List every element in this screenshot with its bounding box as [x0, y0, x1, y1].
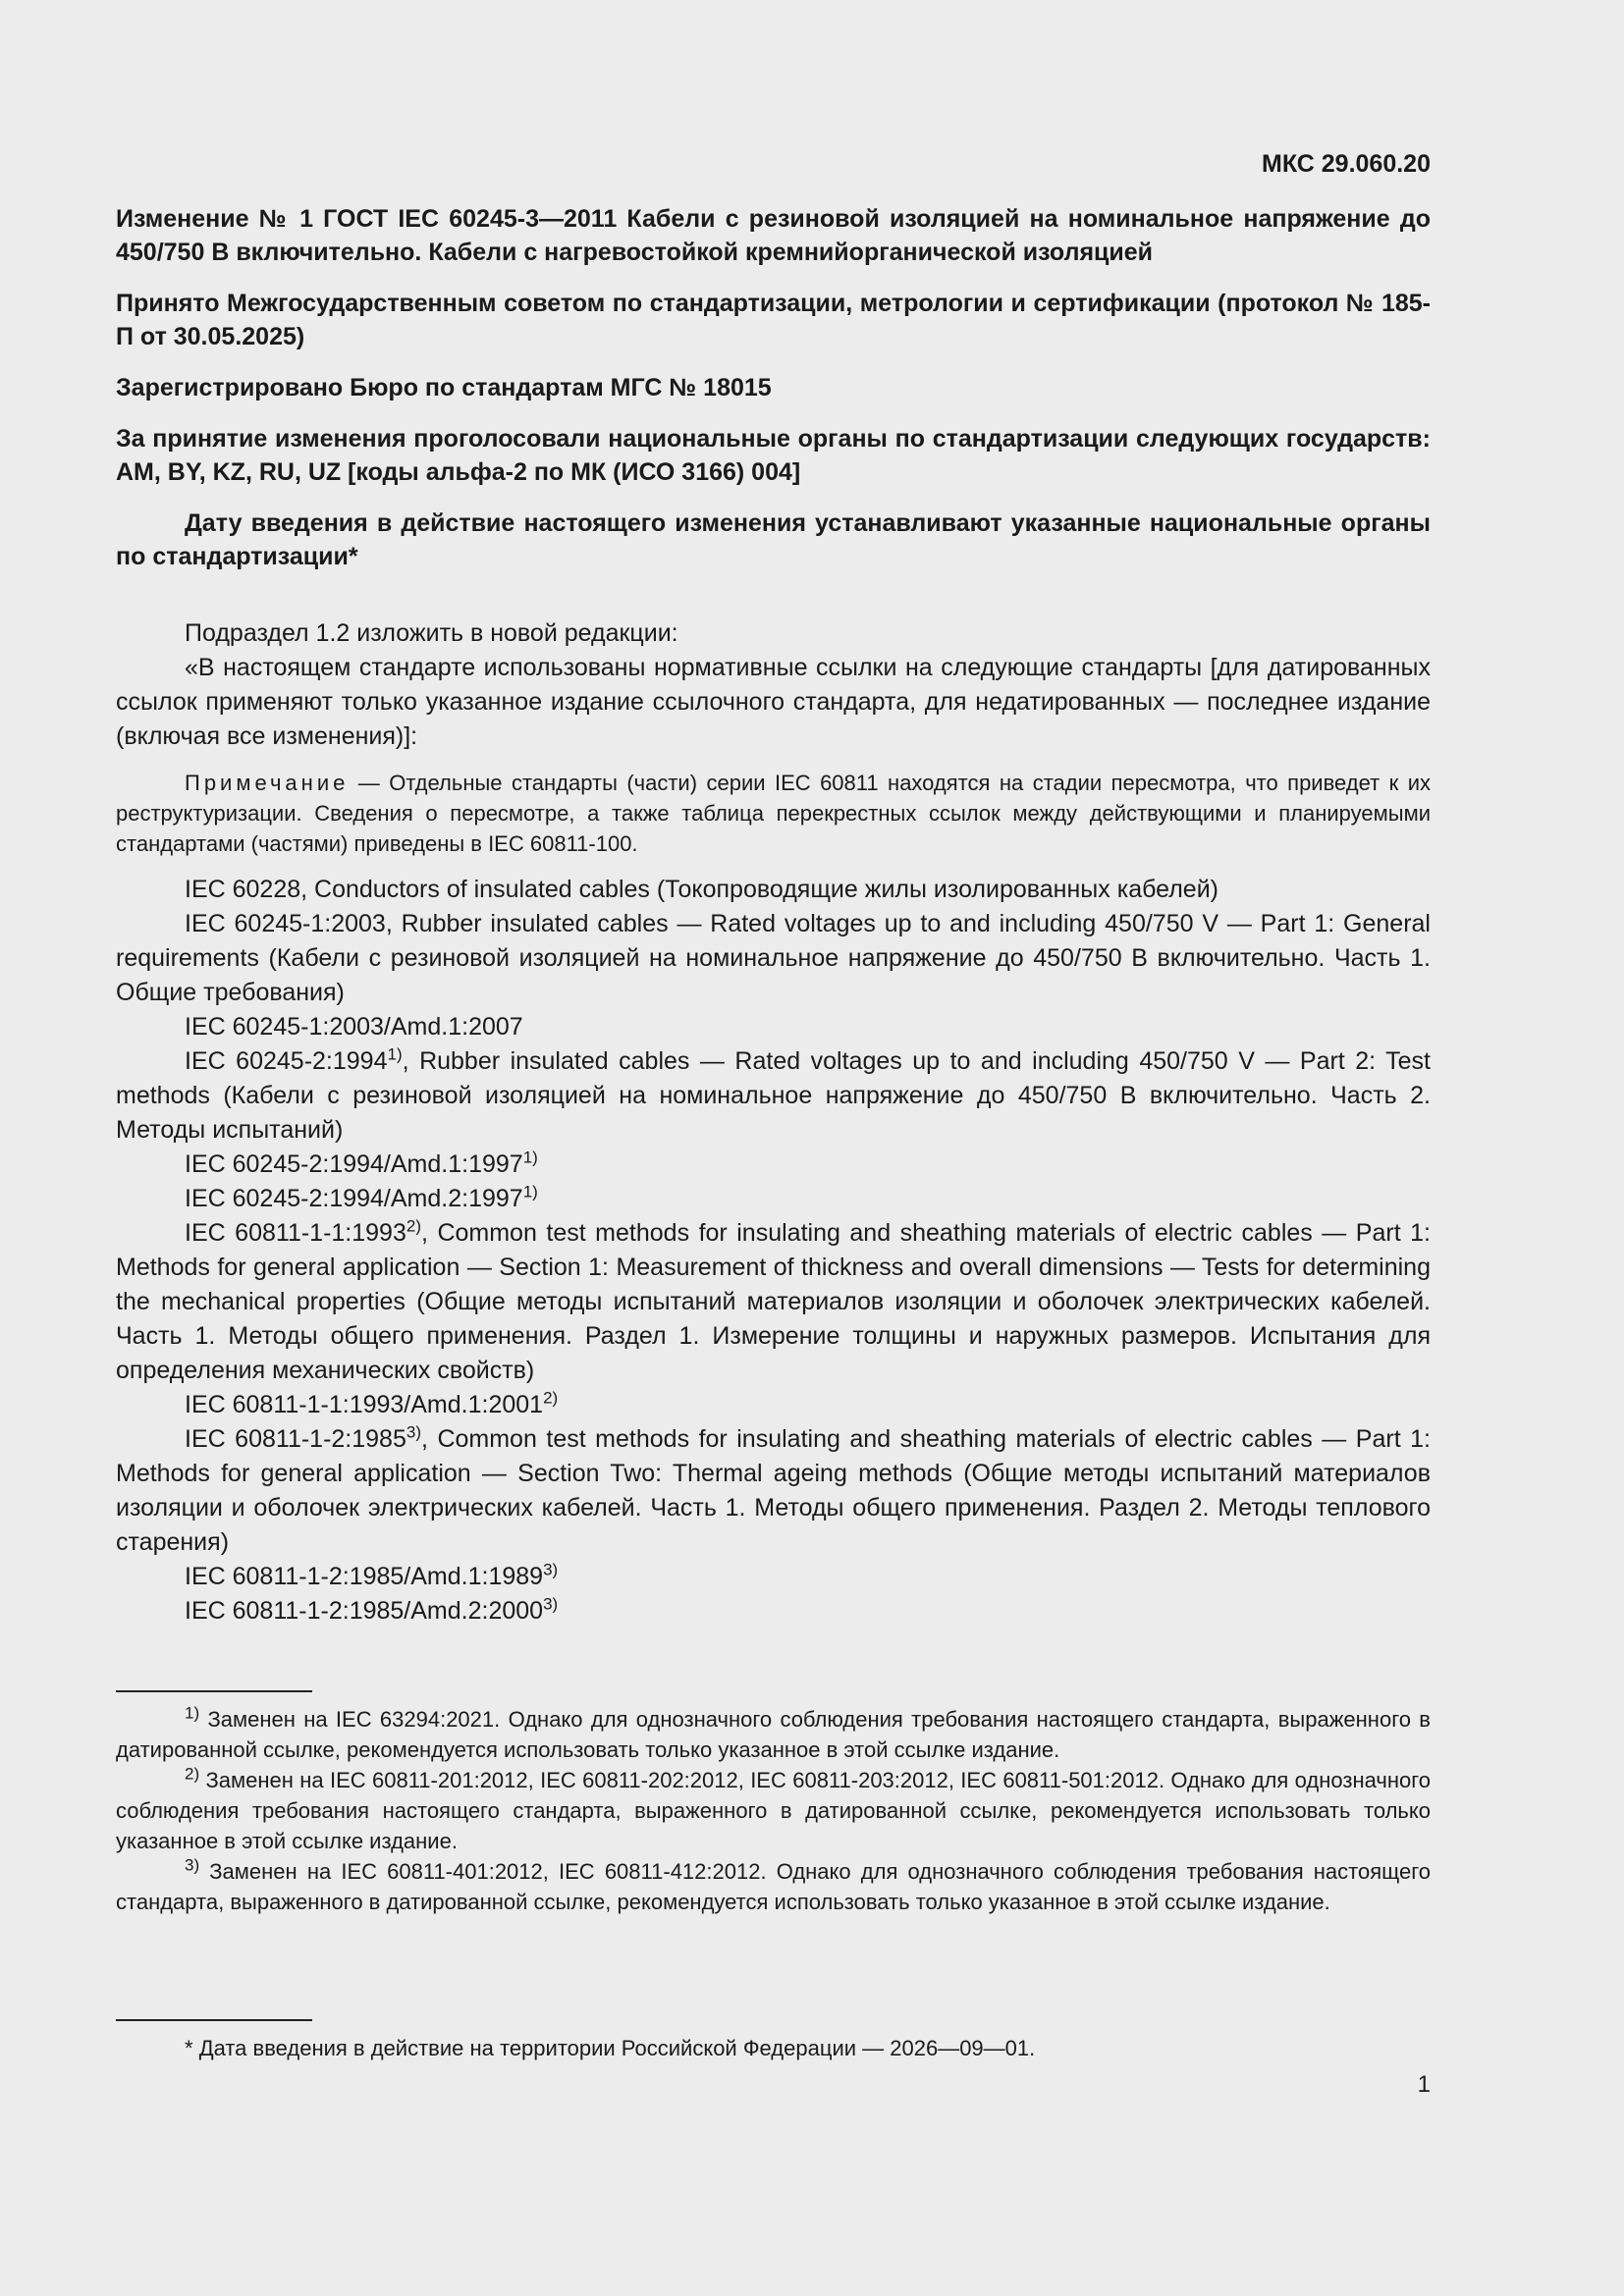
reference-item: IEC 60811-1-2:1985$^{3)}$, Common test methods for insulating and sheathing materials of electric cables — Part 1: Methods for general application — Section Two: Thermal ageing methods (Общие методы испытаний материалов изоляции и оболочек электрических кабелей. Часть 1. Методы общего применения. Раздел 2. Методы теплового старения): [116, 1422, 1431, 1556]
reference-item: IEC 60811-1-1:1993/Amd.1:2001$^{2)}$: [185, 1388, 559, 1418]
reference-item: IEC 60245-1:2003/Amd.1:2007: [185, 1013, 523, 1041]
note-text: — Отдельные стандарты (части) серии IEC 60811 находятся на стадии пересмотра, что приведет к их реструктуризации. Сведения о пересмотре, а также таблица перекрестных ссылок между действующими и планируемыми стандартами (частями) приведены в IEC 60811-100.: [116, 771, 1431, 856]
voting-statement: За принятие изменения проголосовали национальные органы по стандартизации следующих государств: AM, BY, KZ, RU, UZ [коды альфа-2 по МК (ИСО 3166) 004]: [116, 425, 1431, 486]
footnote-item: $^{2)}$ Заменен на IEC 60811-201:2012, IEC 60811-202:2012, IEC 60811-203:2012, IEC 60811-501:2012. Однако для однозначного соблюдения требования настоящего стандарта, выраженного в датированной ссылке, рекомендуется использовать только указанное в этой ссылке издание.: [116, 1764, 1431, 1853]
reference-item: IEC 60811-1-2:1985/Amd.2:2000$^{3)}$: [185, 1594, 559, 1625]
change-title: Изменение № 1 ГОСТ IEC 60245-3—2011 Кабели с резиновой изоляцией на номинальное напряжение до 450/750 В включительно. Кабели с нагревостойкой кремнийорганической изоляцией: [116, 205, 1431, 266]
reference-item: IEC 60245-1:2003, Rubber insulated cables — Rated voltages up to and including 450/750 V — Part 1: General requirements (Кабели с резиновой изоляцией на номинальное напряжение до 450/750 В включительно. Часть 1. Общие требования): [116, 910, 1431, 1006]
registration-statement: Зарегистрировано Бюро по стандартам МГС № 18015: [116, 374, 772, 401]
effective-date-statement: Дату введения в действие настоящего изменения устанавливают указанные национальные органы по стандартизации*: [116, 509, 1431, 570]
reference-item: IEC 60245-2:1994$^{1)}$, Rubber insulated cables — Rated voltages up to and including 450/750 V — Part 2: Test methods (Кабели с резиновой изоляцией на номинальное напряжение до 450/750 В включительно. Часть 2. Методы испытаний): [116, 1044, 1431, 1144]
normative-references-intro: «В настоящем стандарте использованы нормативные ссылки на следующие стандарты [для датированных ссылок применяют только указанное издание ссылочного стандарта, для недатированных — последнее издание (включая все изменения)]:: [116, 654, 1431, 750]
adopted-statement: Принято Межгосударственным советом по стандартизации, метрологии и сертификации (протокол № 185-П от 30.05.2025): [116, 290, 1431, 350]
subsection-instruction: Подраздел 1.2 изложить в новой редакции:: [185, 619, 678, 647]
footnotes-block: [116, 1690, 1431, 1917]
mks-code: МКС 29.060.20: [1262, 150, 1431, 178]
star-footnote: * Дата введения в действие на территории Российской Федерации — 2026—09—01.: [185, 2036, 1036, 2060]
footnote-separator: [116, 2019, 312, 2021]
reference-item: IEC 60245-2:1994/Amd.2:1997$^{1)}$: [185, 1182, 538, 1212]
reference-item: IEC 60811-1-1:1993$^{2)}$, Common test methods for insulating and sheathing materials of electric cables — Part 1: Methods for general application — Section 1: Measurement of thickness and overall dimensions — Tests for determining the mechanical properties (Общие методы испытаний материалов изоляции и оболочек электрических кабелей. Часть 1. Методы общего применения. Раздел 1. Измерение толщины и наружных размеров. Испытания для определения механических свойств): [116, 1216, 1431, 1384]
reference-item: IEC 60245-2:1994/Amd.1:1997$^{1)}$: [185, 1148, 538, 1178]
note-label: Примечание: [185, 771, 350, 795]
page-number: 1: [1417, 2071, 1431, 2098]
reference-item: IEC 60811-1-2:1985/Amd.1:1989$^{3)}$: [185, 1560, 559, 1590]
reference-item: IEC 60228, Conductors of insulated cables (Токопроводящие жилы изолированных кабелей): [185, 876, 1218, 903]
footnote-separator: [116, 1690, 312, 1692]
note-paragraph: [116, 768, 1431, 859]
effective-date-footnote: [116, 2019, 1431, 2063]
references-list: [116, 873, 1431, 1629]
footnote-item: $^{1)}$ Заменен на IEC 63294:2021. Однако для однозначного соблюдения требования настоящего стандарта, выраженного в датированной ссылке, рекомендуется использовать только указанное в этой ссылке издание.: [116, 1703, 1431, 1762]
footnote-item: $^{3)}$ Заменен на IEC 60811-401:2012, IEC 60811-412:2012. Однако для однозначного соблюдения требования настоящего стандарта, выраженного в датированной ссылке, рекомендуется использовать только указанное в этой ссылке издание.: [116, 1855, 1431, 1914]
